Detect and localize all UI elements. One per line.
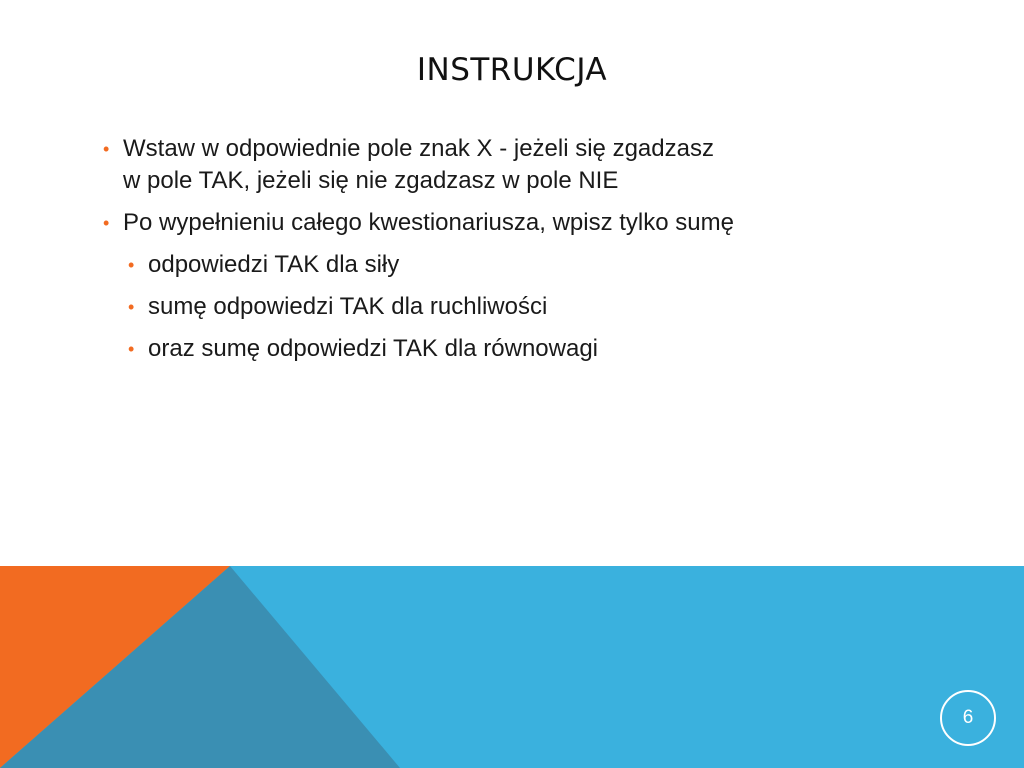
bullet-icon: • [103,139,110,159]
subbullet-item [103,291,923,323]
subbullet-icon: • [128,339,135,359]
subbullet-text: odpowiedzi TAK dla siły [148,251,400,278]
subbullet-item [103,249,923,281]
slide-content [103,133,923,375]
page-number-circle: 6 [940,690,996,746]
bullet-item [103,207,923,239]
slide-title: INSTRUKCJA [416,52,608,88]
subbullet-icon: • [128,255,135,275]
bullet-text-line: w pole TAK, jeżeli się nie zgadzasz w pole NIE [123,167,619,194]
bullet-item [103,133,923,197]
subbullet-text: oraz sumę odpowiedzi TAK dla równowagi [148,335,599,362]
bullet-text-line: Wstaw w odpowiednie pole znak X - jeżeli się zgadzasz [123,135,714,162]
subbullet-icon: • [128,297,135,317]
bullet-text-line: Po wypełnieniu całego kwestionariusza, wpisz tylko sumę [123,209,734,236]
subbullet-text: sumę odpowiedzi TAK dla ruchliwości [148,293,548,320]
footer-band [0,566,1024,768]
subbullet-item [103,333,923,365]
bullet-icon: • [103,213,110,233]
